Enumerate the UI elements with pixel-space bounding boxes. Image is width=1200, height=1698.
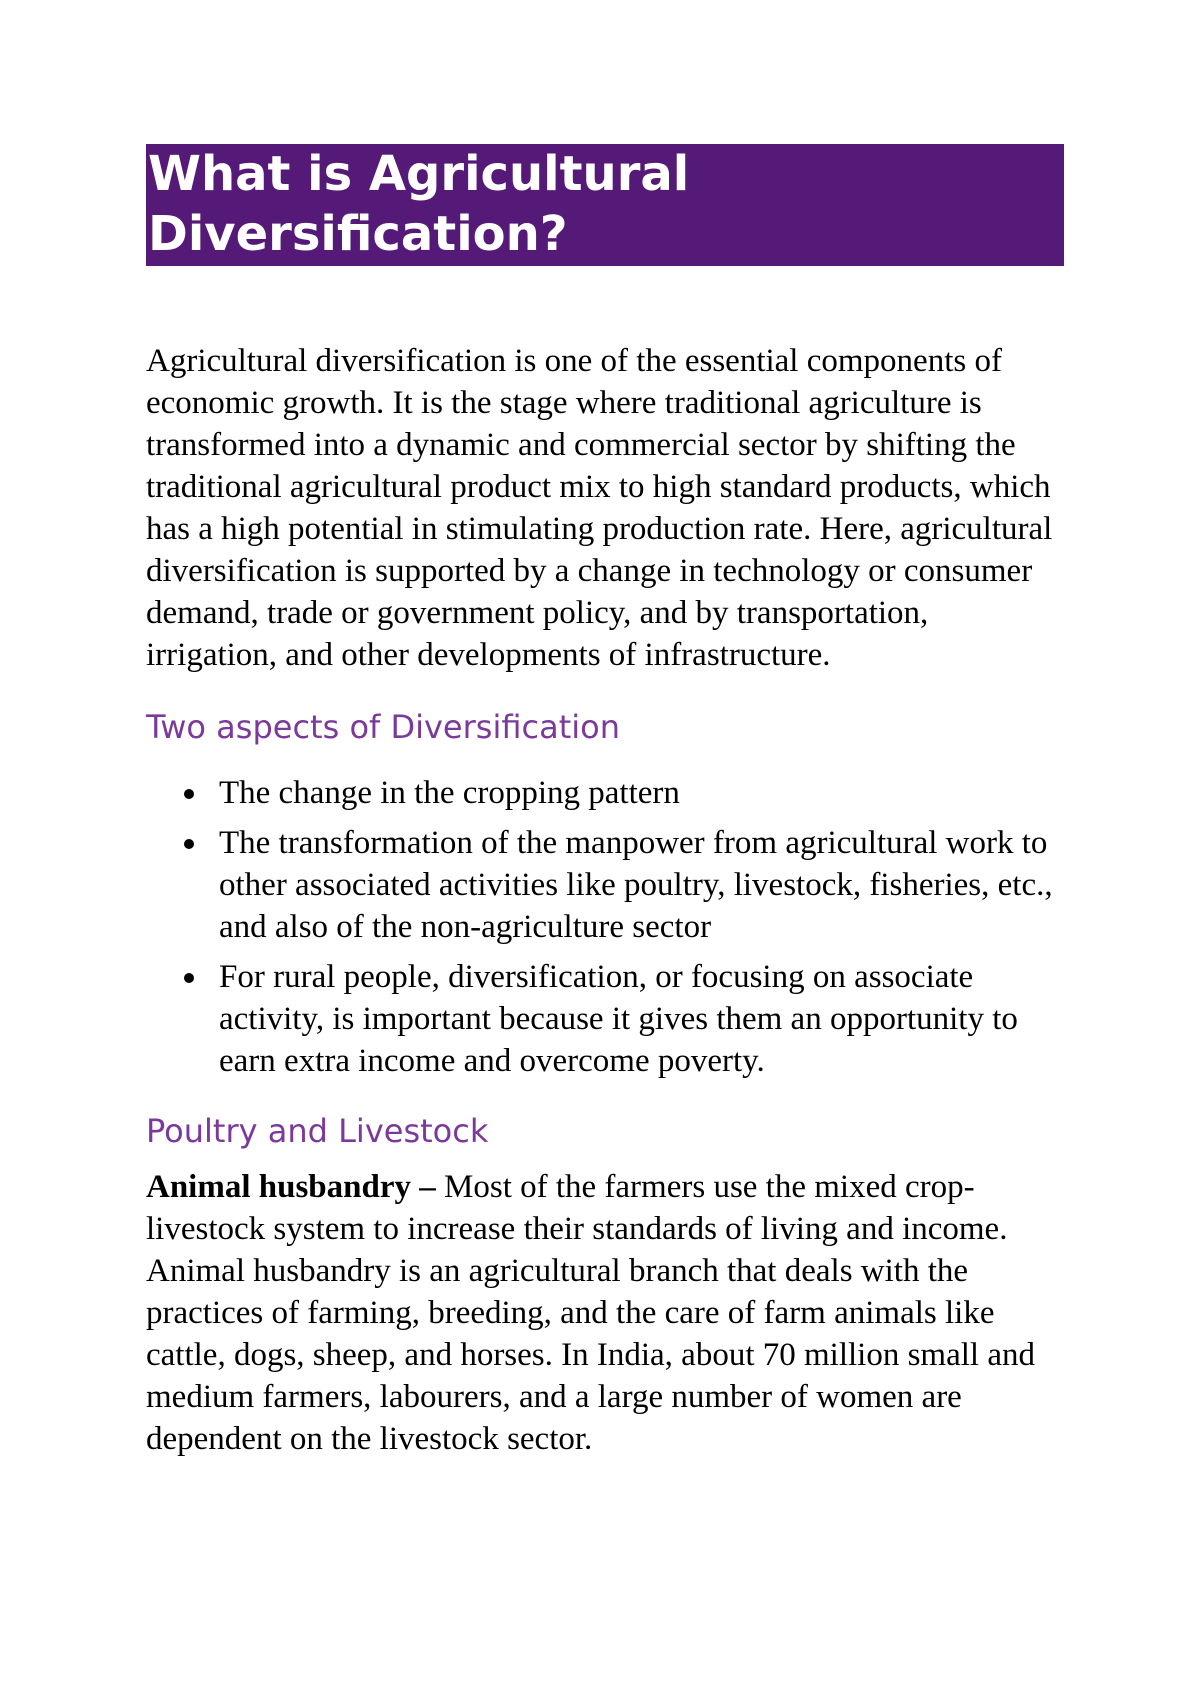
list-item [146,956,1064,1082]
list-item [146,822,1064,948]
aspects-list [146,772,1064,1082]
bullet-icon [184,789,194,799]
intro-paragraph: Agricultural diversification is one of the essential components of economic growth. It is the stage where traditional agriculture is transformed into a dynamic and commercial sector by shifting the traditional agricultural product mix to high standard products, which has a high potential in stimulating production rate. Here, agricultural diversification is supported by a change in technology or consumer demand, trade or government policy, and by transportation, irrigation, and other developments of infrastructure. [146,343,1053,673]
bullet-icon [184,839,194,849]
husbandry-paragraph [146,1166,1064,1460]
document-page [146,144,1064,1460]
page-title: What is Agricultural Diversification? [146,144,1064,266]
bullet-icon [184,973,194,983]
aspects-heading: Two aspects of Diversification [146,708,620,746]
list-item [146,772,1064,814]
husbandry-term: Animal husbandry – [146,1169,436,1205]
poultry-heading: Poultry and Livestock [146,1112,489,1150]
husbandry-text: Most of the farmers use the mixed crop-livestock system to increase their standards of living and income. Animal husbandry is an agricultural branch that deals with the practices of farming, breeding, and the care of farm animals like cattle, dogs, sheep, and horses. In India, about 70 million small and medium farmers, labourers, and a large number of women are dependent on the livestock sector. [146,1169,1035,1457]
list-item-text: The transformation of the manpower from agricultural work to other associated activities like poultry, livestock, fisheries, etc., and also of the non-agriculture sector [219,825,1053,945]
list-item-text: For rural people, diversification, or focusing on associate activity, is important because it gives them an opportunity to earn extra income and overcome poverty. [219,959,1018,1079]
list-item-text: The change in the cropping pattern [219,775,680,811]
